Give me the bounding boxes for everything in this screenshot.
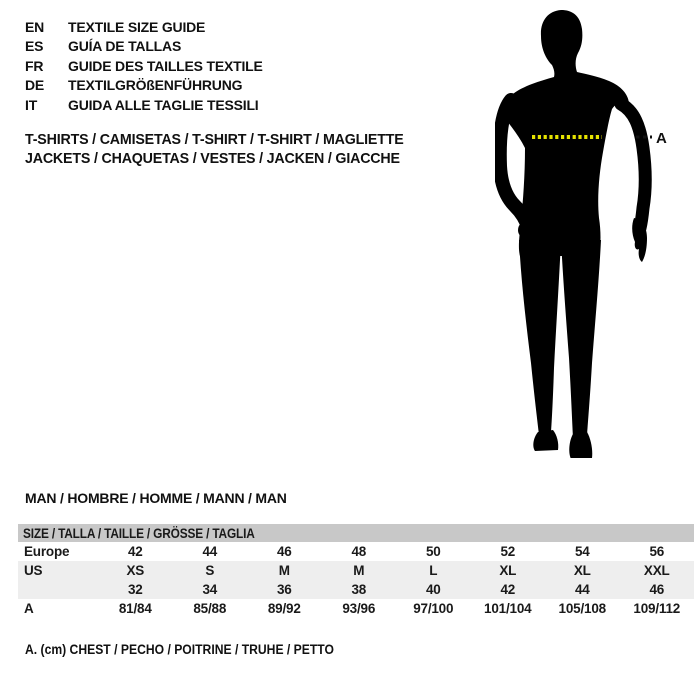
size-cell: 32	[98, 580, 173, 599]
language-code: FR	[25, 57, 44, 74]
language-row-en	[25, 17, 263, 37]
size-cell: 36	[247, 580, 322, 599]
language-row-de	[25, 76, 263, 96]
size-cell: 42	[471, 580, 546, 599]
size-cell: 44	[202, 544, 218, 559]
size-cell: 46	[620, 580, 695, 599]
size-cell: 40	[396, 580, 471, 599]
size-cell: 89/92	[267, 601, 301, 616]
language-list	[25, 17, 263, 115]
man-silhouette-figure	[495, 8, 675, 458]
language-code: EN	[25, 18, 45, 35]
language-label: GUÍA DE TALLAS	[68, 38, 182, 55]
silhouette-rear-leg	[561, 240, 601, 438]
language-row-fr	[25, 56, 263, 76]
size-cell: XXL	[620, 561, 695, 580]
size-cell: 85/88	[193, 601, 227, 616]
size-cell: 42	[127, 544, 143, 559]
row-label-europe: Europe	[24, 544, 70, 559]
size-cell: 46	[276, 544, 292, 559]
size-cell: XS	[98, 561, 173, 580]
measurement-footnote: A. (cm) CHEST / PECHO / POITRINE / TRUHE / PETTO	[25, 642, 334, 657]
size-cell: 109/112	[633, 601, 681, 616]
size-cell: 38	[322, 580, 397, 599]
language-label: GUIDA ALLE TAGLIE TESSILI	[68, 96, 259, 113]
size-cell: M	[322, 561, 397, 580]
row-label-a: A	[24, 601, 34, 616]
silhouette-left-hand	[518, 221, 536, 239]
language-code: ES	[25, 38, 44, 55]
size-cell: 50	[425, 544, 441, 559]
size-cell: 97/100	[413, 601, 454, 616]
size-table-header-row	[18, 524, 694, 542]
size-cell: 52	[500, 544, 516, 559]
language-label: GUIDE DES TAILLES TEXTILE	[68, 57, 263, 74]
size-cell: XL	[545, 561, 620, 580]
size-cell: S	[173, 561, 248, 580]
table-row-us-numeric	[18, 580, 694, 599]
silhouette-front-foot	[533, 430, 558, 451]
table-row-chest	[18, 599, 694, 618]
chest-marker-label: A	[656, 130, 667, 147]
category-lines	[25, 130, 424, 168]
language-row-it	[25, 95, 263, 115]
table-row-us-letter	[18, 561, 694, 580]
size-cell: 56	[649, 544, 665, 559]
size-cell: XL	[471, 561, 546, 580]
language-code: IT	[25, 96, 38, 113]
section-title-man: MAN / HOMBRE / HOMME / MANN / MAN	[25, 490, 287, 506]
silhouette-rear-foot	[569, 432, 592, 458]
size-cell: 34	[173, 580, 248, 599]
language-row-es	[25, 37, 263, 57]
size-cell: 54	[574, 544, 590, 559]
size-cell: 81/84	[118, 601, 152, 616]
silhouette-front-leg	[519, 240, 561, 435]
size-table-header: SIZE / TALLA / TAILLE / GRÖSSE / TAGLIA	[18, 524, 694, 542]
row-label-us: US	[18, 561, 98, 580]
category-line-jackets: JACKETS / CHAQUETAS / VESTES / JACKEN / GIACCHE	[25, 150, 400, 167]
size-cell: 105/108	[558, 601, 606, 616]
silhouette-right-arm	[621, 104, 645, 228]
size-table	[18, 524, 694, 618]
category-line-tshirts: T-SHIRTS / CAMISETAS / T-SHIRT / T-SHIRT / MAGLIETTE	[25, 131, 404, 148]
size-cell: 101/104	[484, 601, 532, 616]
size-cell: 48	[351, 544, 367, 559]
row-label-empty	[18, 580, 98, 599]
size-cell: 44	[545, 580, 620, 599]
table-row-europe	[18, 542, 694, 561]
language-label: TEXTILE SIZE GUIDE	[68, 18, 206, 35]
language-code: DE	[25, 77, 45, 94]
size-cell: L	[396, 561, 471, 580]
size-cell: 93/96	[342, 601, 376, 616]
language-label: TEXTILGRÖßENFÜHRUNG	[68, 77, 243, 94]
size-cell: M	[247, 561, 322, 580]
